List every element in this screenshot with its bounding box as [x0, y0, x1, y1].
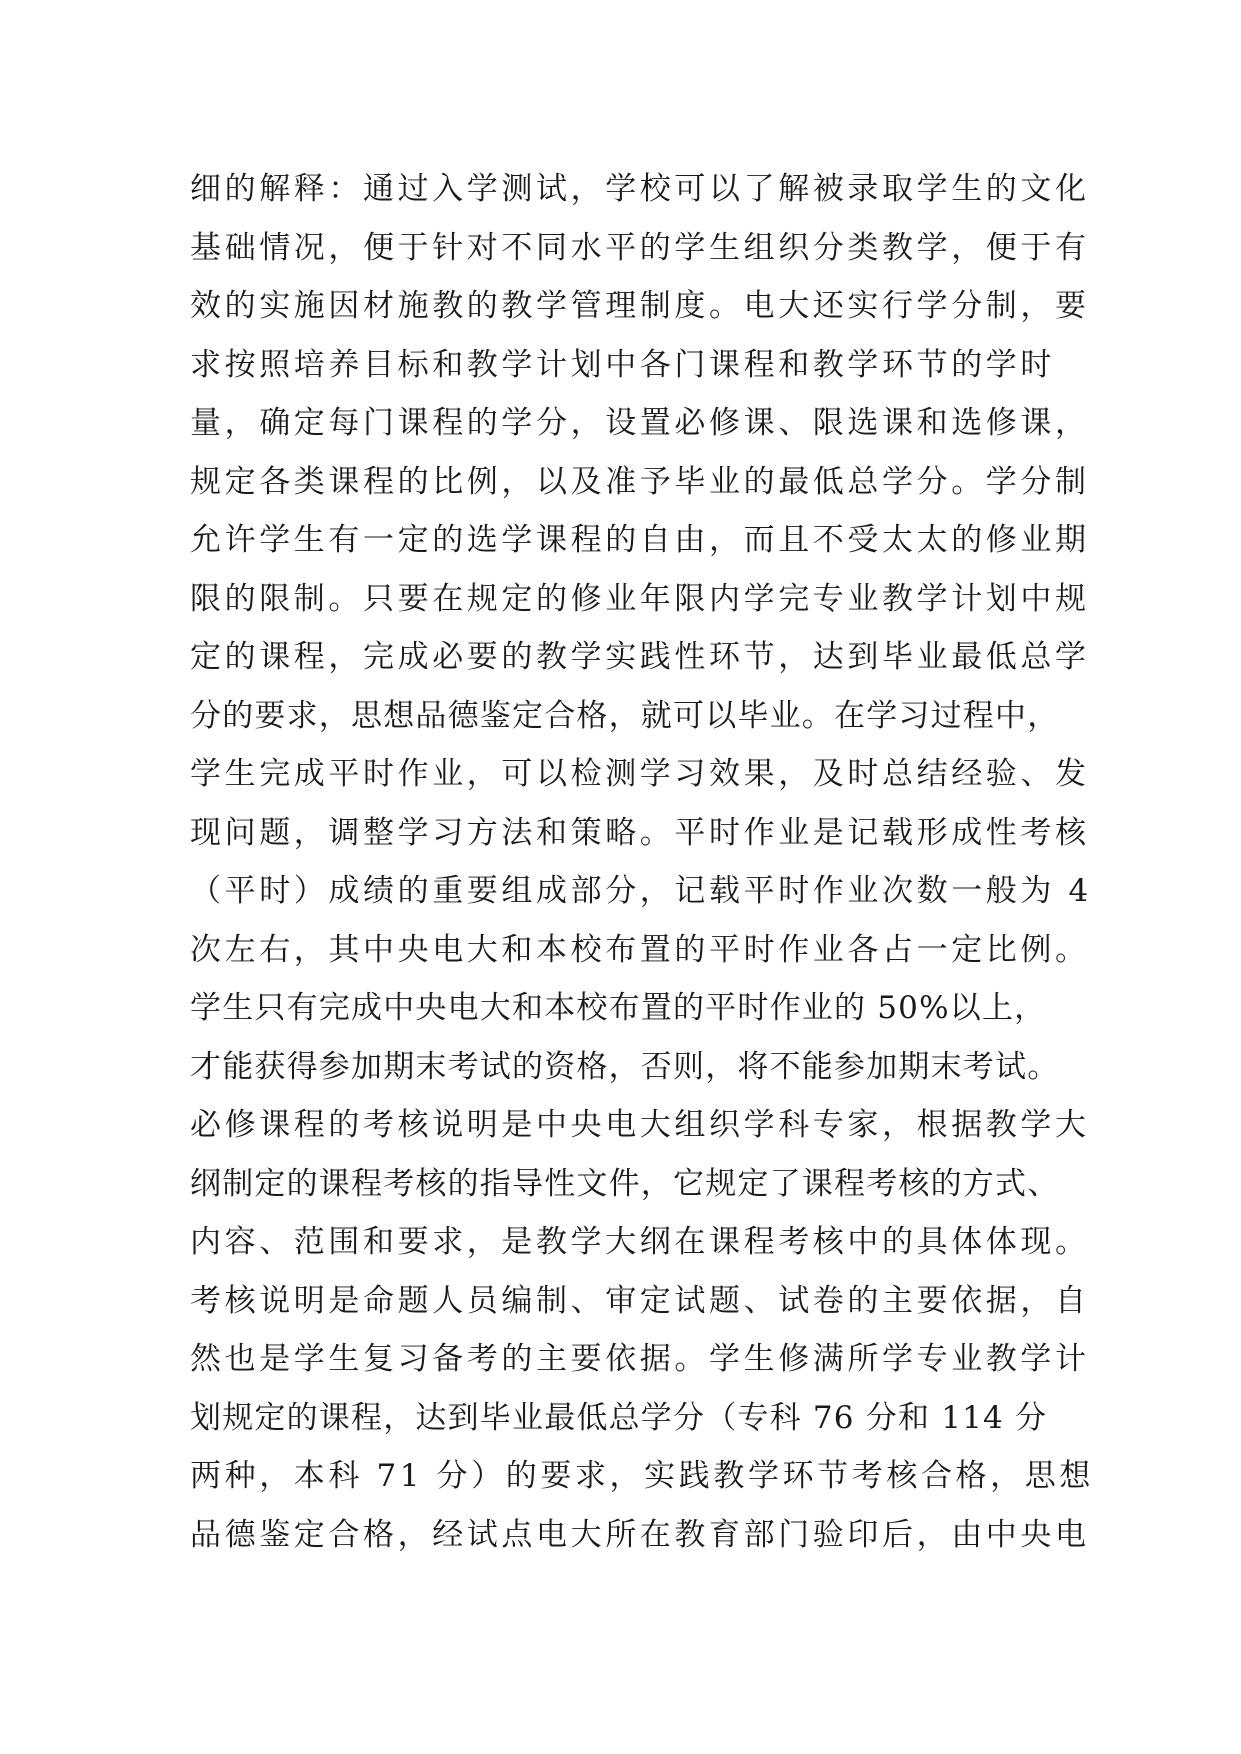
text-line: 限的限制。只要在规定的修业年限内学完专业教学计划中规: [190, 580, 1090, 617]
text-line: 规定各类课程的比例，以及准予毕业的最低总学分。学分制: [190, 463, 1090, 500]
text-line: 然也是学生复习备考的主要依据。学生修满所学专业教学计: [190, 1341, 1090, 1377]
text-line: 纲制定的课程考核的指导性文件，它规定了课程考核的方式、: [190, 1165, 1060, 1202]
text-line: 品德鉴定合格，经试点电大所在教育部门验印后，由中央电: [190, 1516, 1090, 1553]
text-line: 分的要求，思想品德鉴定合格，就可以毕业。在学习过程中，: [190, 697, 1060, 734]
text-line: 定的课程，完成必要的教学实践性环节，达到毕业最低总学: [190, 639, 1090, 675]
text-line: 必修课程的考核说明是中央电大组织学科专家，根据教学大: [190, 1107, 1090, 1143]
body-text: [190, 160, 1094, 1564]
text-line: 才能获得参加期末考试的资格，否则，将不能参加期末考试。: [190, 1048, 1060, 1085]
text-line: 量，确定每门课程的学分，设置必修课、限选课和选修课，: [190, 405, 1090, 441]
text-line: （平时）成绩的重要组成部分，记载平时作业次数一般为 4: [190, 873, 1092, 909]
text-line: 内容、范围和要求，是教学大纲在课程考核中的具体体现。: [190, 1224, 1090, 1260]
text-line: 学生只有完成中央电大和本校布置的平时作业的 50%以上，: [190, 990, 1047, 1026]
text-line: 次左右，其中央电大和本校布置的平时作业各占一定比例。: [190, 931, 1090, 968]
text-line: 基础情况，便于针对不同水平的学生组织分类教学，便于有: [190, 229, 1090, 266]
text-line: 两种，本科 71 分）的要求，实践教学环节考核合格，思想: [190, 1458, 1094, 1494]
text-line: 效的实施因材施教的教学管理制度。电大还实行学分制，要: [190, 288, 1090, 324]
text-line: 划规定的课程，达到毕业最低总学分（专科 76 分和 114 分: [190, 1399, 1048, 1436]
text-line: 允许学生有一定的选学课程的自由，而且不受太太的修业期: [190, 522, 1090, 558]
text-line: 现问题，调整学习方法和策略。平时作业是记载形成性考核: [190, 814, 1090, 851]
text-line: 学生完成平时作业，可以检测学习效果，及时总结经验、发: [190, 756, 1090, 792]
text-line: 细的解释：通过入学测试，学校可以了解被录取学生的文化: [190, 171, 1090, 207]
text-line: 求按照培养目标和教学计划中各门课程和教学环节的学时: [190, 346, 1055, 383]
text-line: 考核说明是命题人员编制、审定试题、试卷的主要依据，自: [190, 1282, 1090, 1319]
